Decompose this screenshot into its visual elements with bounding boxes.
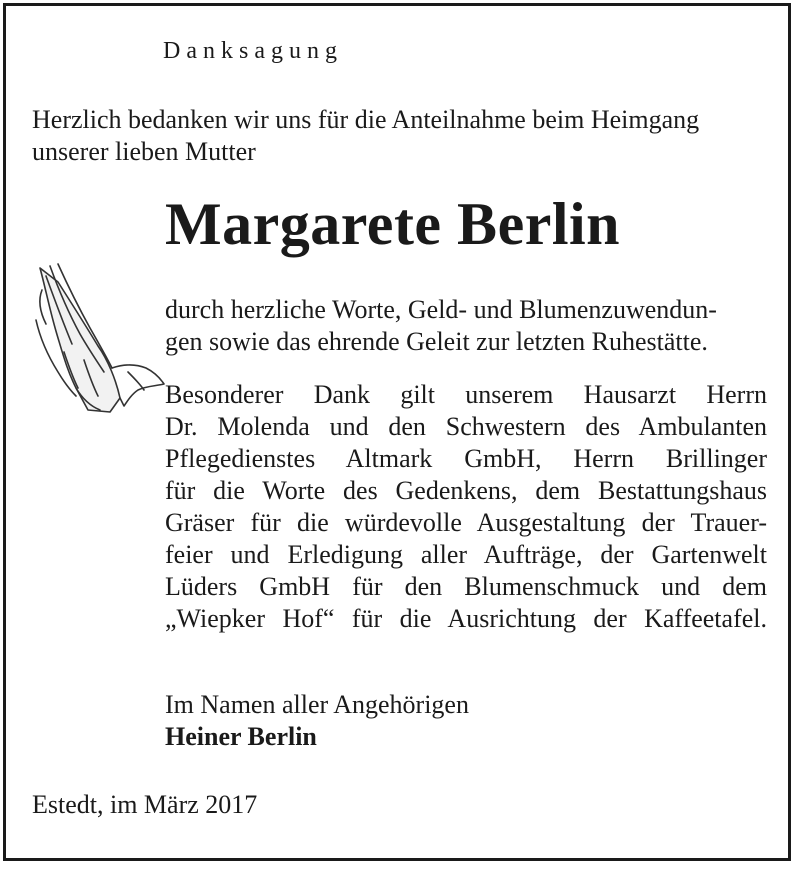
paragraph2-line-8: „Wiepker Hof“ für die Ausrichtung der Kaffeetafel. bbox=[165, 604, 767, 633]
heading-danksagung: Danksagung bbox=[163, 38, 343, 64]
intro-line-2: unserer lieben Mutter bbox=[32, 137, 256, 166]
paragraph1-line-1: durch herzliche Worte, Geld- und Blumenzuwendun- bbox=[165, 295, 717, 324]
praying-hands-icon bbox=[28, 260, 168, 420]
paragraph2-line-7: Lüders GmbH für den Blumenschmuck und dem bbox=[165, 572, 767, 601]
deceased-name: Margarete Berlin bbox=[165, 191, 621, 257]
place-date: Estedt, im März 2017 bbox=[32, 790, 258, 819]
paragraph2-line-1: Besonderer Dank gilt unserem Hausarzt Herrn bbox=[165, 380, 767, 409]
signature-name: Heiner Berlin bbox=[165, 722, 317, 751]
paragraph2-line-2: Dr. Molenda und den Schwestern des Ambulanten bbox=[165, 412, 767, 441]
paragraph2-line-5: Gräser für die würdevolle Ausgestaltung der Trauer- bbox=[165, 508, 767, 537]
signature-line: Im Namen aller Angehörigen bbox=[165, 690, 469, 719]
paragraph2-line-3: Pflegedienstes Altmark GmbH, Herrn Brillinger bbox=[165, 444, 767, 473]
paragraph2-line-4: für die Worte des Gedenkens, dem Bestattungshaus bbox=[165, 476, 767, 505]
paragraph2-line-6: feier und Erledigung aller Aufträge, der Gartenwelt bbox=[165, 540, 767, 569]
intro-line-1: Herzlich bedanken wir uns für die Anteilnahme beim Heimgang bbox=[32, 105, 700, 134]
paragraph1-line-2: gen sowie das ehrende Geleit zur letzten Ruhestätte. bbox=[165, 327, 708, 356]
